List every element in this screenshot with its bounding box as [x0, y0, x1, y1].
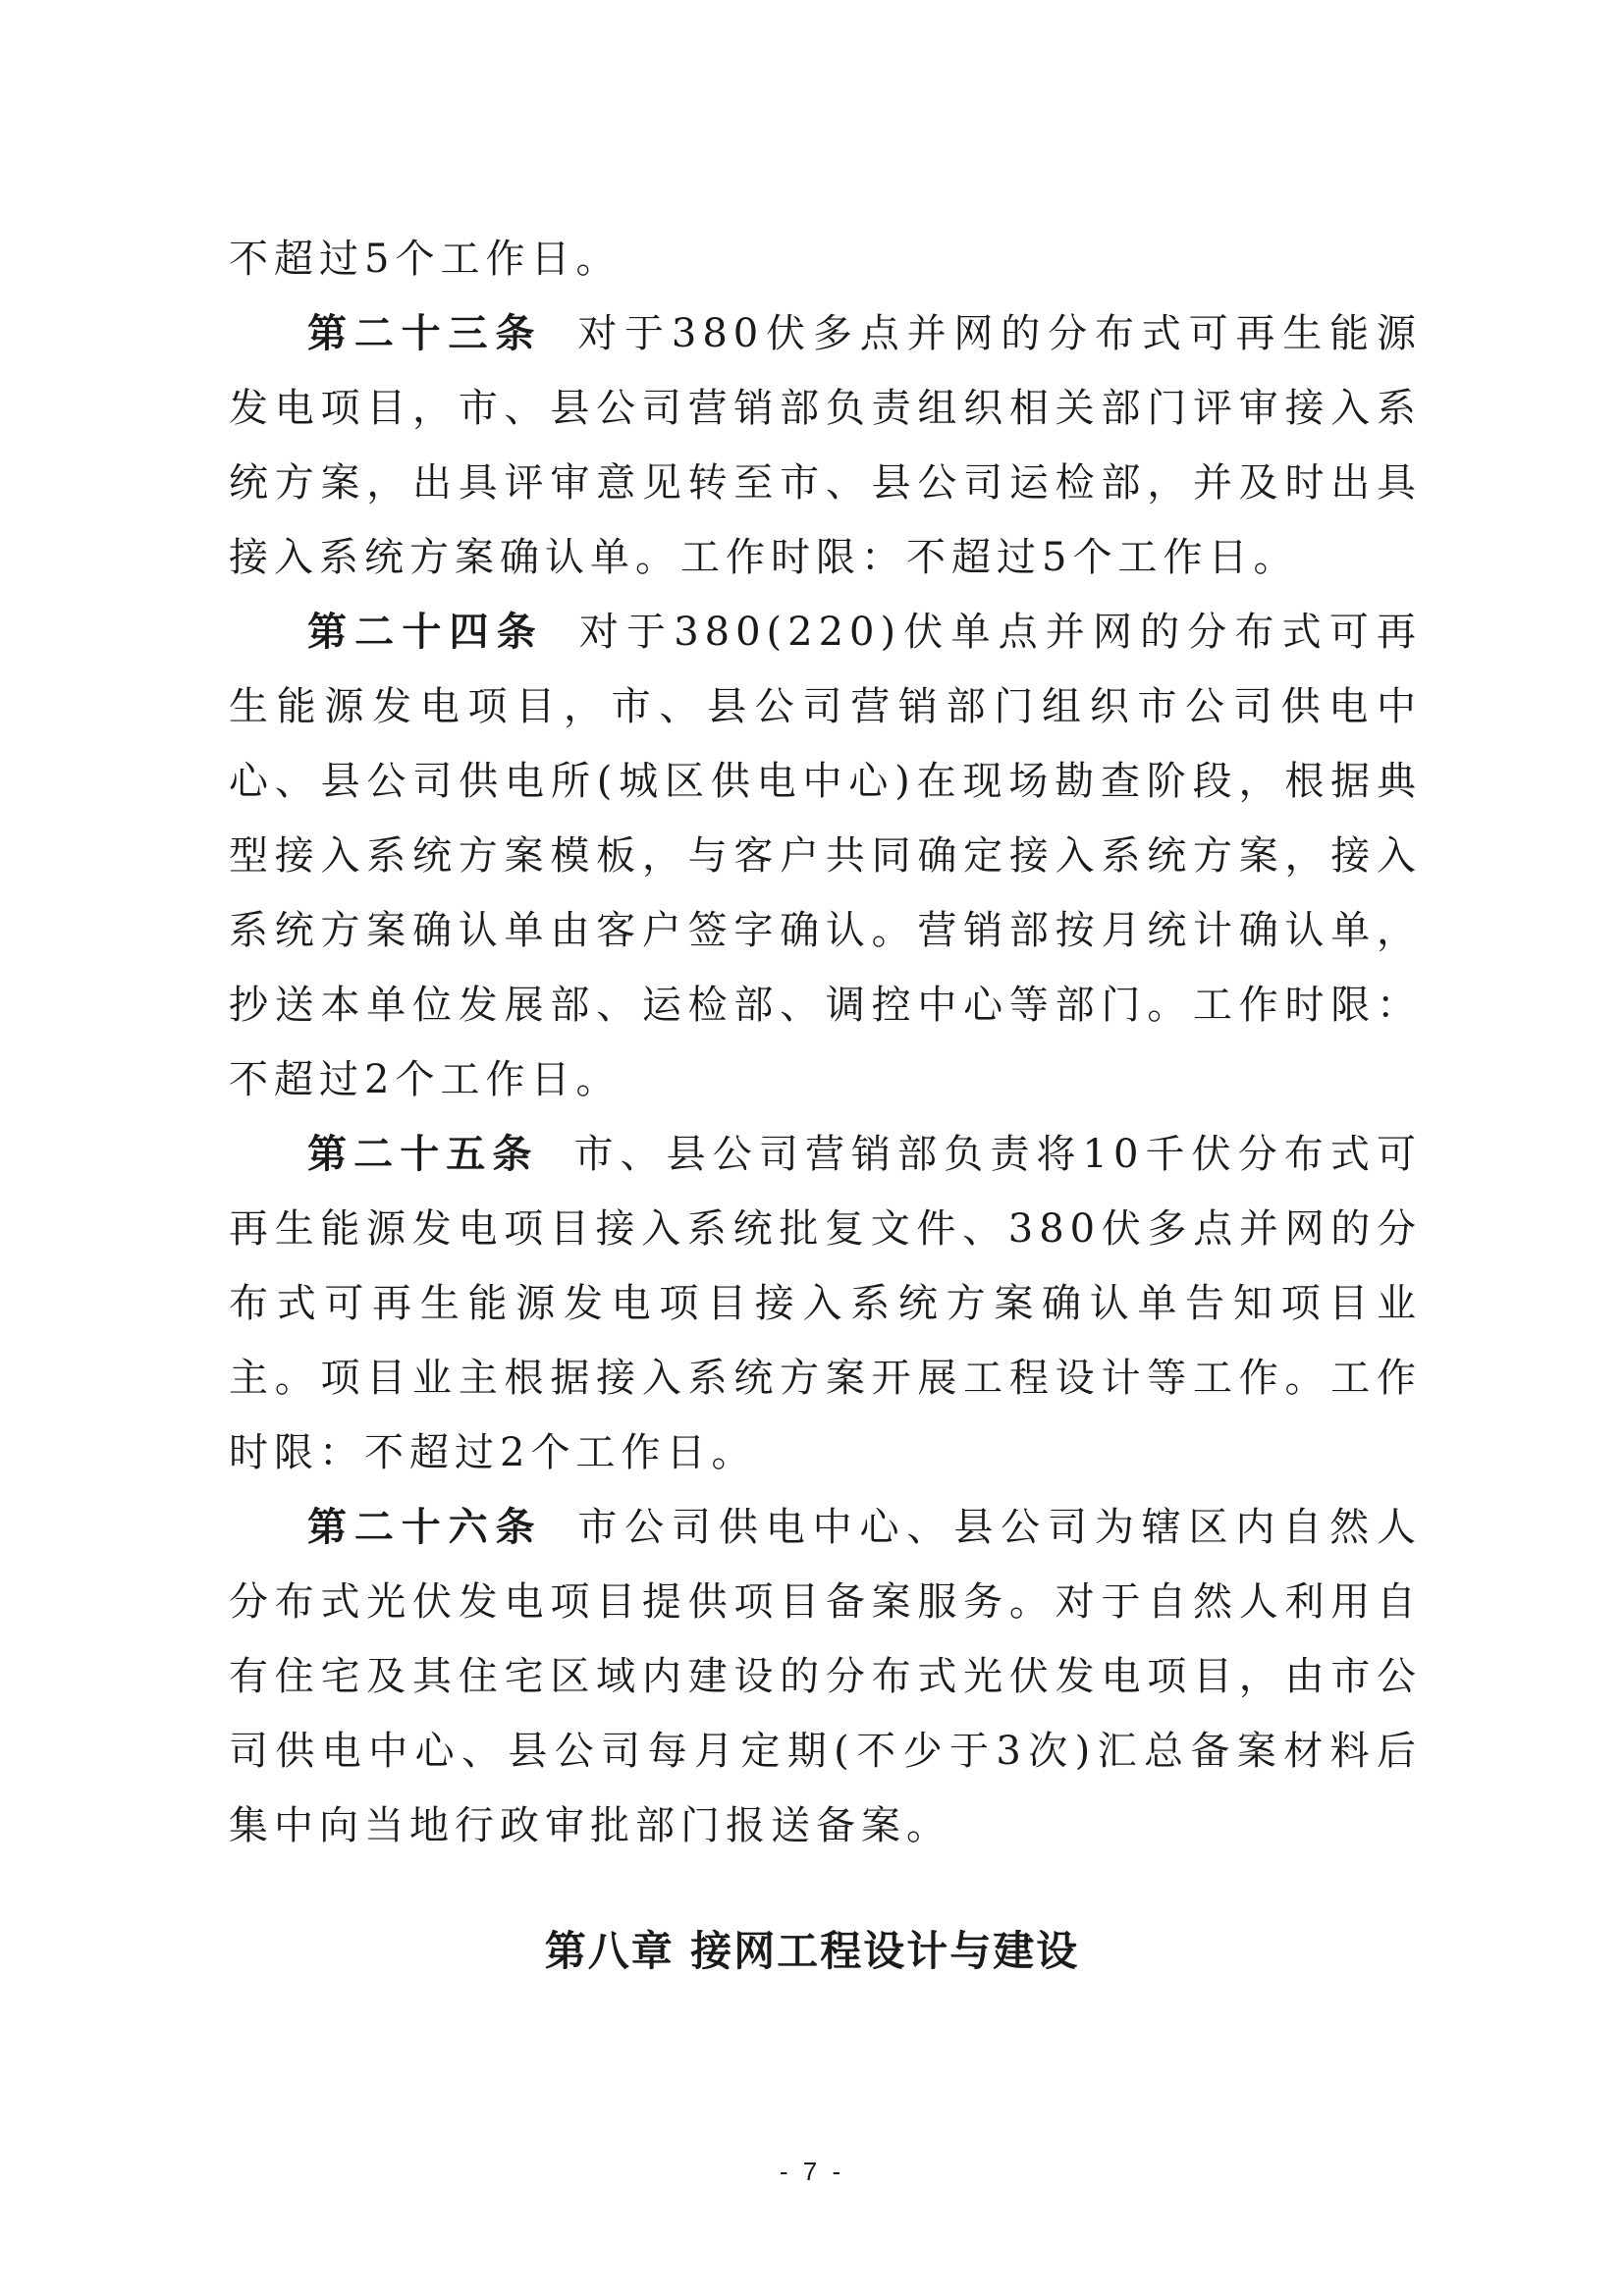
article-23 — [229, 296, 1422, 595]
article-text: 市、县公司营销部负责将10千伏分布式可再生能源发电项目接入系统批复文件、380伏多点并网的分布式可再生能源发电项目接入系统方案确认单告知项目业主。项目业主根据接入系统方案开展工程设计等工作。工作时限：不超过2个工作日。 — [229, 1132, 1423, 1475]
body-text — [229, 222, 1422, 1863]
article-text: 对于380伏多点并网的分布式可再生能源发电项目，市、县公司营销部负责组织相关部门评审接入系统方案，出具评审意见转至市、县公司运检部，并及时出具接入系统方案确认单。工作时限：不超过5个工作日。 — [229, 311, 1422, 580]
article-26 — [229, 1490, 1422, 1863]
article-number: 第二十四条 — [307, 609, 544, 655]
article-text: 市公司供电中心、县公司为辖区内自然人分布式光伏发电项目提供项目备案服务。对于自然人利用自有住宅及其住宅区域内建设的分布式光伏发电项目，由市公司供电中心、县公司每月定期(不少于3次)汇总备案材料后集中向当地行政审批部门报送备案。 — [229, 1505, 1423, 1848]
article-number: 第二十五条 — [307, 1131, 539, 1177]
article-25 — [229, 1117, 1422, 1490]
page-number: - 7 - — [779, 2157, 845, 2186]
article-number: 第二十三条 — [307, 310, 543, 356]
article-number: 第二十六条 — [307, 1504, 543, 1550]
article-24 — [229, 595, 1422, 1117]
article-text: 对于380(220)伏单点并网的分布式可再生能源发电项目，市、县公司营销部门组织市公司供电中心、县公司供电所(城区供电中心)在现场勘查阶段，根据典型接入系统方案模板，与客户共同确定接入系统方案，接入系统方案确认单由客户签字确认。营销部按月统计确认单，抄送本单位发展部、运检部、调控中心等部门。工作时限：不超过2个工作日。 — [229, 610, 1422, 1102]
continuation-paragraph: 不超过5个工作日。 — [229, 237, 622, 282]
chapter-title: 第八章 接网工程设计与建设 — [544, 1927, 1080, 1975]
